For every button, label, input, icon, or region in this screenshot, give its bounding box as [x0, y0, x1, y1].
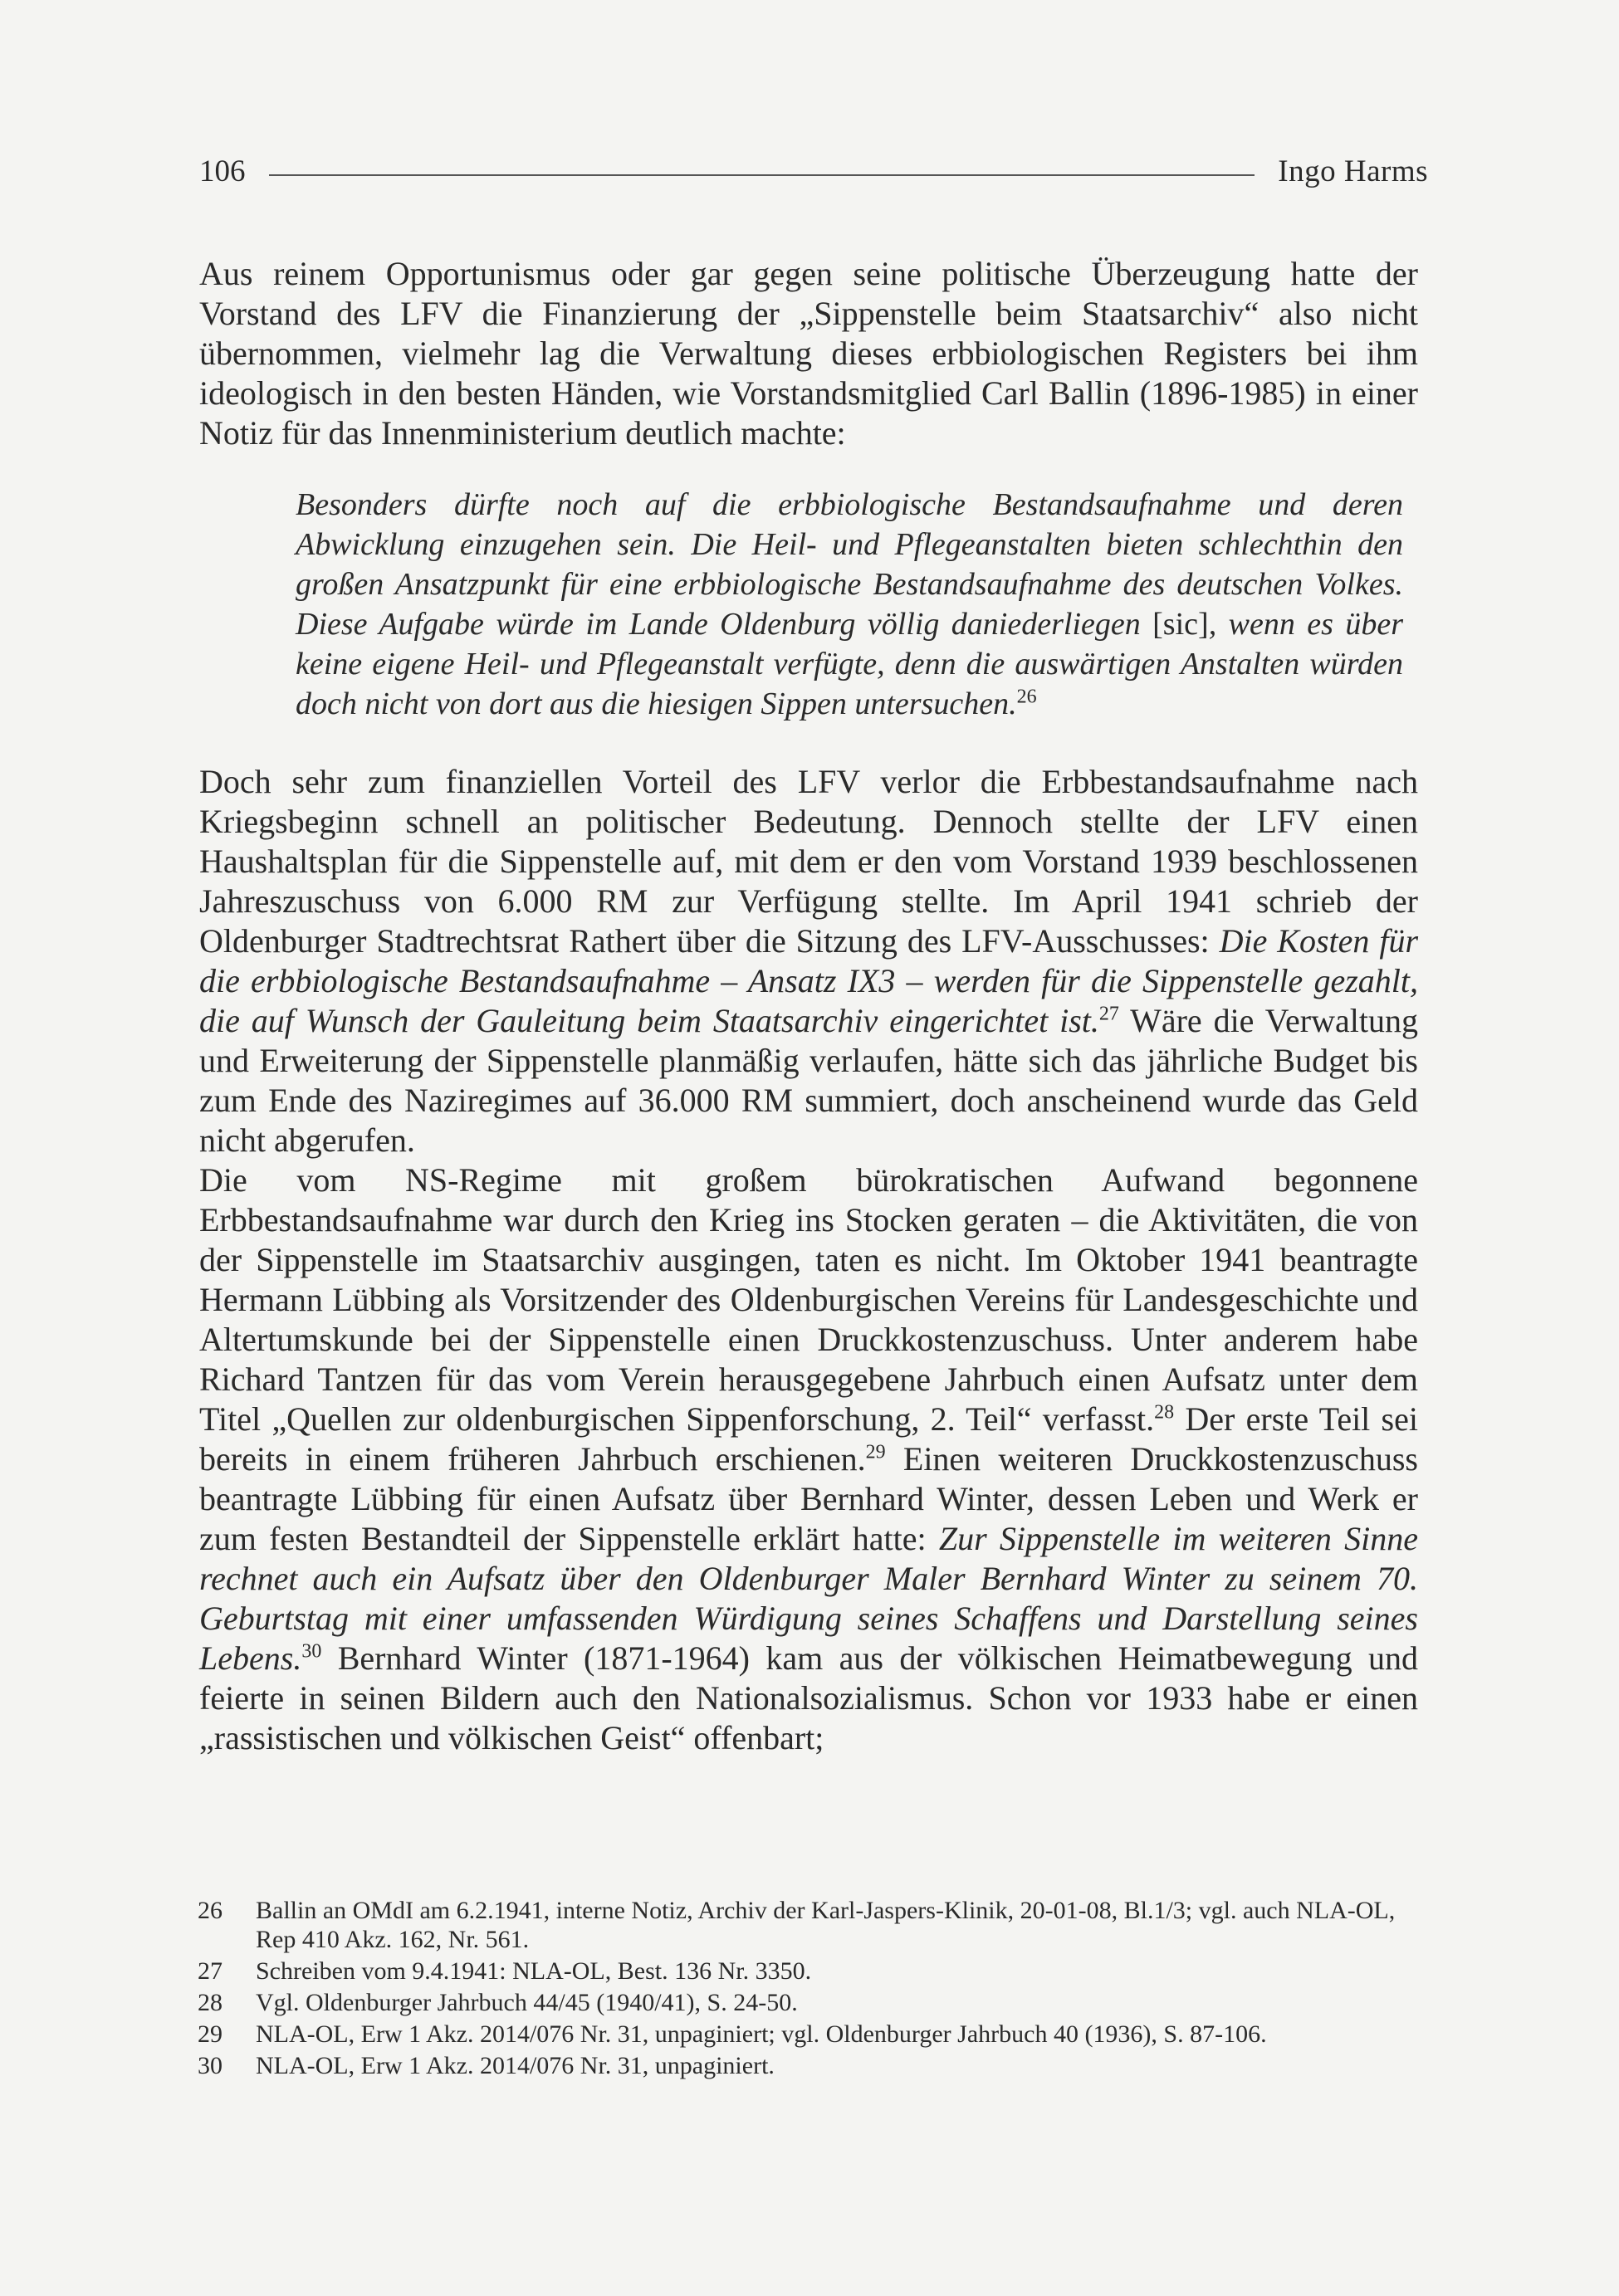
footnote-text: Ballin an OMdI am 6.2.1941, interne Notiz, Archiv der Karl-Jaspers-Klinik, 20-01-08, Bl.1/3; vgl. auch NLA-OL, Rep 410 Akz. 162, Nr. 561.: [256, 1897, 1396, 1953]
footnote-number: 29: [198, 2020, 223, 2048]
paragraph-3-text-1: Die vom NS-Regime mit großem bürokratischen Aufwand begonnene Erbbestandsaufnahme war durch den Krieg ins Stocken geraten – die Aktivitäten, die von der Sippenstelle im Staatsarchiv ausgingen, taten es nicht. Im Oktober 1941 beantragte Hermann Lübbing als Vorsitzender des Oldenburgischen Vereins für Landesgeschichte und Altertumskunde bei der Sippenstelle einen Druckkostenzuschuss. Unter anderem habe Richard Tantzen für das vom Verein herausgegebene Jahrbuch einen Aufsatz unter dem Titel „Quellen zur oldenburgischen Sippenforschung, 2. Teil“ verfasst.: [199, 1161, 1418, 1438]
paragraph-2-text-1: Doch sehr zum finanziellen Vorteil des LFV verlor die Erbbestandsaufnahme nach Kriegsbeginn schnell an politischer Bedeutung. Dennoch stellte der LFV einen Haushaltsplan für die Sippenstelle auf, mit dem er den vom Vorstand 1939 beschlossenen Jahreszuschuss von 6.000 RM zur Verfügung stellte. Im April 1941 schrieb der Oldenburger Stadtrechtsrat Rathert über die Sitzung des LFV-Ausschusses:: [199, 763, 1418, 960]
paragraph-3-text-3: Einen weiteren Druckkostenzuschuss beantragte Lübbing für einen Aufsatz über Bernhard Winter, dessen Leben und Werk er zum festen Bestandteil der Sippenstelle erklärt hatte:: [199, 1440, 1418, 1557]
paragraph-2: [199, 762, 1418, 1160]
header-rule: [269, 174, 1255, 176]
footnote-ref-30[interactable]: 30: [301, 1640, 322, 1663]
page-number: 106: [199, 154, 246, 188]
footnote: [198, 2051, 1420, 2080]
footnote-text: Schreiben vom 9.4.1941: NLA-OL, Best. 136 Nr. 3350.: [256, 1957, 812, 1985]
quote-sic: [sic]: [1152, 607, 1209, 642]
paragraph-3-text-2: Der erste Teil sei bereits in einem früheren Jahrbuch erschienen.: [199, 1400, 1418, 1478]
block-quote: [296, 485, 1403, 724]
footnote: [198, 1956, 1420, 1986]
footnote-number: 28: [198, 1989, 223, 2016]
quote-text-1: Besonders dürfte noch auf die erbbiologische Bestandsaufnahme und deren Abwicklung einzugehen sein. Die Heil- und Pflegeanstalten bieten schlechthin den großen Ansatzpunkt für eine erbbiologische Bestandsaufnahme des deutschen Volkes. Diese Aufgabe würde im Lande Oldenburg völlig daniederliegen: [296, 487, 1403, 642]
footnotes: [198, 1896, 1420, 2083]
quote-text-2: , wenn es über keine eigene Heil- und Pflegeanstalt verfügte, denn die auswärtigen Anstalten würden doch nicht von dort aus die hiesigen Sippen untersuchen.: [296, 607, 1403, 721]
footnote-text: NLA-OL, Erw 1 Akz. 2014/076 Nr. 31, unpaginiert.: [256, 2052, 775, 2079]
footnote-ref-27[interactable]: 27: [1098, 1003, 1119, 1025]
running-header: [199, 146, 1428, 196]
paragraph-3: [199, 1160, 1418, 1758]
footnote: [198, 1988, 1420, 2017]
footnote-ref-28[interactable]: 28: [1154, 1401, 1175, 1424]
paragraph-1: Aus reinem Opportunismus oder gar gegen seine politische Überzeugung hatte der Vorstand des LFV die Finanzierung der „Sippenstelle beim Staatsarchiv“ also nicht übernommen, vielmehr lag die Verwaltung dieses erbbiologischen Registers bei ihm ideologisch in den besten Händen, wie Vorstandsmitglied Carl Ballin (1896-1985) in einer Notiz für das Innenministerium deutlich machte:: [199, 255, 1418, 452]
footnote-number: 27: [198, 1957, 223, 1985]
running-head-author: Ingo Harms: [1278, 154, 1428, 188]
footnote-ref-26[interactable]: 26: [1016, 686, 1037, 708]
paragraph-2-text-2: Wäre die Verwaltung und Erweiterung der Sippenstelle planmäßig verlaufen, hätte sich das jährliche Budget bis zum Ende des Naziregimes auf 36.000 RM summiert, doch anscheinend wurde das Geld nicht abgerufen.: [199, 1002, 1418, 1159]
footnote-text: Vgl. Oldenburger Jahrbuch 44/45 (1940/41), S. 24-50.: [256, 1989, 798, 2016]
footnote-text: NLA-OL, Erw 1 Akz. 2014/076 Nr. 31, unpaginiert; vgl. Oldenburger Jahrbuch 40 (1936), S. 87-106.: [256, 2020, 1267, 2048]
footnote-number: 30: [198, 2052, 223, 2079]
paragraph-3-text-4: Bernhard Winter (1871-1964) kam aus der völkischen Heimatbewegung und feierte in seinen Bildern auch den Nationalsozialismus. Schon vor 1933 habe er einen „rassistischen und völkischen Geist“ offenbart;: [199, 1639, 1418, 1756]
main-text: [199, 254, 1418, 1758]
footnote: [198, 1896, 1420, 1954]
footnote: [198, 2020, 1420, 2049]
footnote-ref-29[interactable]: 29: [865, 1441, 886, 1463]
footnote-number: 26: [198, 1897, 223, 1924]
paragraph-3-quote: Zur Sippenstelle im weiteren Sinne rechnet auch ein Aufsatz über den Oldenburger Maler Bernhard Winter zu seinem 70. Geburtstag mit einer umfassenden Würdigung seines Schaffens und Darstellung seines Lebens.: [199, 1520, 1418, 1677]
paragraph-2-quote: Die Kosten für die erbbiologische Bestandsaufnahme – Ansatz IX3 – werden für die Sippenstelle gezahlt, die auf Wunsch der Gauleitung beim Staatsarchiv eingerichtet ist.: [199, 922, 1419, 1039]
